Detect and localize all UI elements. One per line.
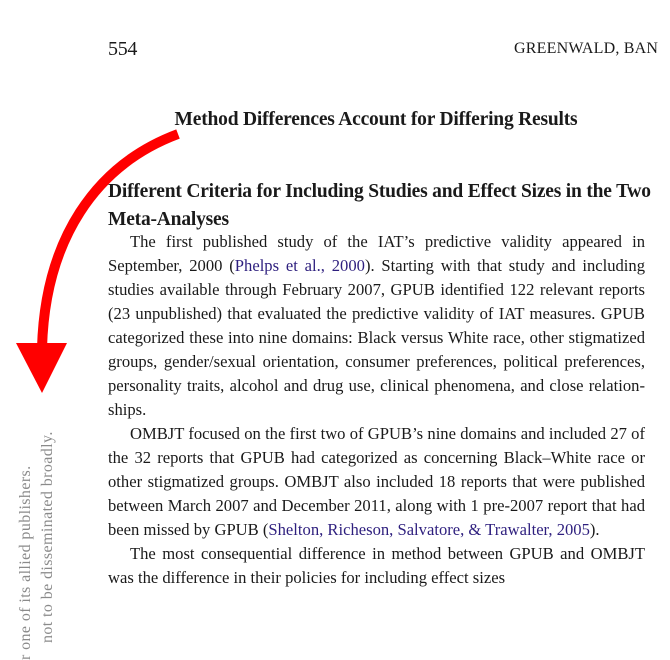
paragraph-3 [108, 542, 645, 590]
arrow-head [16, 343, 67, 393]
running-head: GREENWALD, BAN [514, 40, 659, 57]
citation-shelton-2005[interactable]: Shelton, Richeson, Salvatore, & Trawalter, 2005 [268, 520, 590, 539]
paragraph-3-text: The most consequential difference in method between GPUB and OMBJT was the difference in their policies for including effect sizes [108, 544, 645, 587]
margin-notice-line-1: r one of its allied publishers. [17, 465, 34, 660]
paragraph-1 [108, 230, 645, 422]
paragraph-2-text-before: OMBJT focused on the first two of GPUB’s nine domains and included 27 of the 32 reports that GPUB had categorized as concerning Black–White race or other stigmatized groups. OMBJT also included 18 reports that were published between March 2007 and December 2011, along with 1 pre-2007 report that had been missed by GPUB ( [108, 424, 645, 539]
citation-phelps-2000[interactable]: Phelps et al., 2000 [234, 256, 365, 275]
paragraph-2 [108, 422, 645, 542]
paragraph-1-text-after: ). Starting with that study and including studies available through February 2007, GPUB identified 122 relevant reports (23 unpublished) that evaluated the predictive validity of IAT measures. GPUB categorized these into nine domains: Black versus White race, other stigmatized groups, gender/sexual orientation, consumer preferences, political preferences, personality traits, alcohol and drug use, clinical phenomena, and close relationships. [108, 256, 646, 419]
margin-notice-line-2: not to be disseminated broadly. [39, 431, 56, 643]
paragraph-2-text-after: ). [589, 520, 600, 539]
section-heading: Method Differences Account for Differing Results [174, 109, 578, 131]
body-text [108, 230, 645, 590]
paragraph-1-text-before: The first published study of the IAT’s predictive validity appeared in September, 2000 ( [108, 232, 645, 275]
subsection-heading: Different Criteria for Including Studies and Effect Sizes in the Two Meta-Analyses [108, 180, 651, 230]
page-number: 554 [108, 38, 138, 60]
